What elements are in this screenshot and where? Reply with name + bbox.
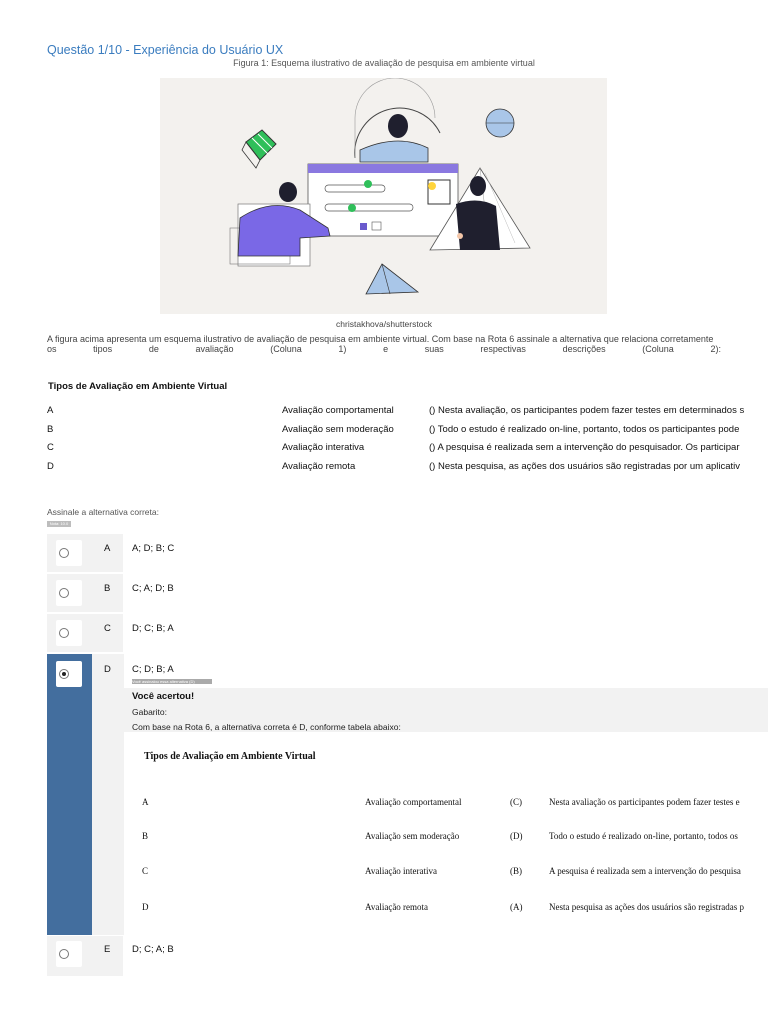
option-text[interactable]: D; C; B; A — [132, 623, 174, 634]
radio-selected-icon[interactable] — [59, 669, 69, 679]
intro-word: 2): — [710, 344, 721, 354]
intro-word: e — [383, 344, 389, 354]
answer-table-row — [124, 831, 768, 845]
row-description: () Nesta avaliação, os participantes podem fazer testes em determinados s — [429, 405, 745, 416]
row-letter: C — [47, 442, 54, 453]
intro-word: (Coluna — [642, 344, 674, 354]
instruction-text: Assinale a alternativa correta: — [47, 507, 159, 517]
intro-word: 1) — [338, 344, 347, 354]
option-a[interactable] — [47, 534, 768, 572]
radio-button[interactable] — [56, 620, 82, 646]
figure-credit: christakhova/shutterstock — [336, 319, 432, 329]
answer-table-row — [124, 866, 768, 880]
answer-table-row — [124, 797, 768, 811]
grade-badge: Nota: 10.0 — [47, 521, 71, 527]
ux-evaluation-illustration — [160, 78, 607, 314]
option-c[interactable] — [47, 614, 768, 652]
intro-word: respectivas — [480, 344, 526, 354]
answer-description: Nesta avaliação os participantes podem fazer testes e — [549, 797, 740, 807]
radio-circle-icon[interactable] — [59, 628, 69, 638]
table-title: Tipos de Avaliação em Ambiente Virtual — [48, 381, 228, 392]
intro-line-1: A figura acima apresenta um esquema ilustrativo de avaliação de pesquisa em ambiente virtual. Com base na Rota 6 assinale a alternativa que relaciona corretamente — [47, 334, 714, 344]
radio-button[interactable] — [56, 661, 82, 687]
option-e[interactable] — [47, 936, 768, 976]
answer-match: (A) — [510, 902, 523, 912]
answer-table-row — [124, 902, 768, 916]
option-text[interactable]: C; A; D; B — [132, 583, 174, 594]
radio-button[interactable] — [56, 540, 82, 566]
selected-option-bar — [47, 654, 92, 935]
table-row — [47, 424, 768, 438]
row-description: () Todo o estudo é realizado on-line, portanto, todos os participantes pode — [429, 424, 740, 435]
answer-type: Avaliação interativa — [365, 866, 438, 876]
intro-word: suas — [424, 344, 444, 354]
radio-circle-icon[interactable] — [59, 588, 69, 598]
answer-description: A pesquisa é realizada sem a intervenção do pesquisa — [549, 866, 741, 876]
figure-caption: Figura 1: Esquema ilustrativo de avaliação de pesquisa em ambiente virtual — [233, 58, 535, 68]
option-text[interactable]: C; D; B; A — [132, 664, 174, 675]
row-type: Avaliação remota — [282, 461, 356, 472]
option-letter: C — [104, 623, 111, 634]
table-row — [47, 405, 768, 419]
answer-letter: C — [142, 866, 149, 876]
intro-word: descrições — [562, 344, 606, 354]
answer-type: Avaliação sem moderação — [365, 831, 460, 841]
feedback-explanation: Com base na Rota 6, a alternativa correta é D, conforme tabela abaixo: — [132, 722, 401, 732]
row-description: () A pesquisa é realizada sem a intervenção do pesquisador. Os participar — [429, 442, 740, 453]
option-letter: B — [104, 583, 111, 594]
selection-tag: Você assinalou essa alternativa (D) — [132, 679, 212, 684]
answer-type: Avaliação remota — [365, 902, 429, 912]
option-text[interactable]: D; C; A; B — [132, 944, 174, 955]
row-type: Avaliação interativa — [282, 442, 365, 453]
row-description: () Nesta pesquisa, as ações dos usuários são registradas por um aplicativ — [429, 461, 741, 472]
intro-word: (Coluna — [270, 344, 302, 354]
answer-letter: D — [142, 902, 149, 912]
option-b[interactable] — [47, 574, 768, 612]
answer-description: Todo o estudo é realizado on-line, portanto, todos os — [549, 831, 738, 841]
intro-line-2 — [47, 344, 721, 354]
row-letter: A — [47, 405, 54, 416]
table-row — [47, 442, 768, 456]
option-letter: A — [104, 543, 111, 554]
radio-button[interactable] — [56, 580, 82, 606]
feedback-result: Você acertou! — [132, 691, 195, 702]
option-letter: E — [104, 944, 111, 955]
answer-table-title: Tipos de Avaliação em Ambiente Virtual — [144, 751, 316, 762]
radio-circle-icon[interactable] — [59, 548, 69, 558]
row-type: Avaliação comportamental — [282, 405, 394, 416]
answer-match: (D) — [510, 831, 523, 841]
answer-match: (C) — [510, 797, 522, 807]
option-letter: D — [104, 664, 111, 675]
intro-word: tipos — [93, 344, 113, 354]
intro-word: avaliação — [195, 344, 234, 354]
question-intro — [47, 334, 721, 354]
row-letter: D — [47, 461, 54, 472]
answer-letter: A — [142, 797, 149, 807]
answer-type: Avaliação comportamental — [365, 797, 462, 807]
answer-match: (B) — [510, 866, 522, 876]
radio-button[interactable] — [56, 941, 82, 967]
intro-word: de — [148, 344, 159, 354]
answer-description: Nesta pesquisa as ações dos usuários são registradas p — [549, 902, 744, 912]
row-type: Avaliação sem moderação — [282, 424, 394, 435]
answer-letter: B — [142, 831, 149, 841]
question-title: Questão 1/10 - Experiência do Usuário UX — [47, 43, 284, 57]
feedback-gabarito-label: Gabarito: — [132, 707, 167, 717]
selected-option-letter-bg — [92, 654, 124, 935]
figure-illustration — [160, 78, 607, 314]
table-row — [47, 461, 768, 475]
intro-word: os — [47, 344, 57, 354]
radio-circle-icon[interactable] — [59, 949, 69, 959]
option-text[interactable]: A; D; B; C — [132, 543, 175, 554]
row-letter: B — [47, 424, 54, 435]
